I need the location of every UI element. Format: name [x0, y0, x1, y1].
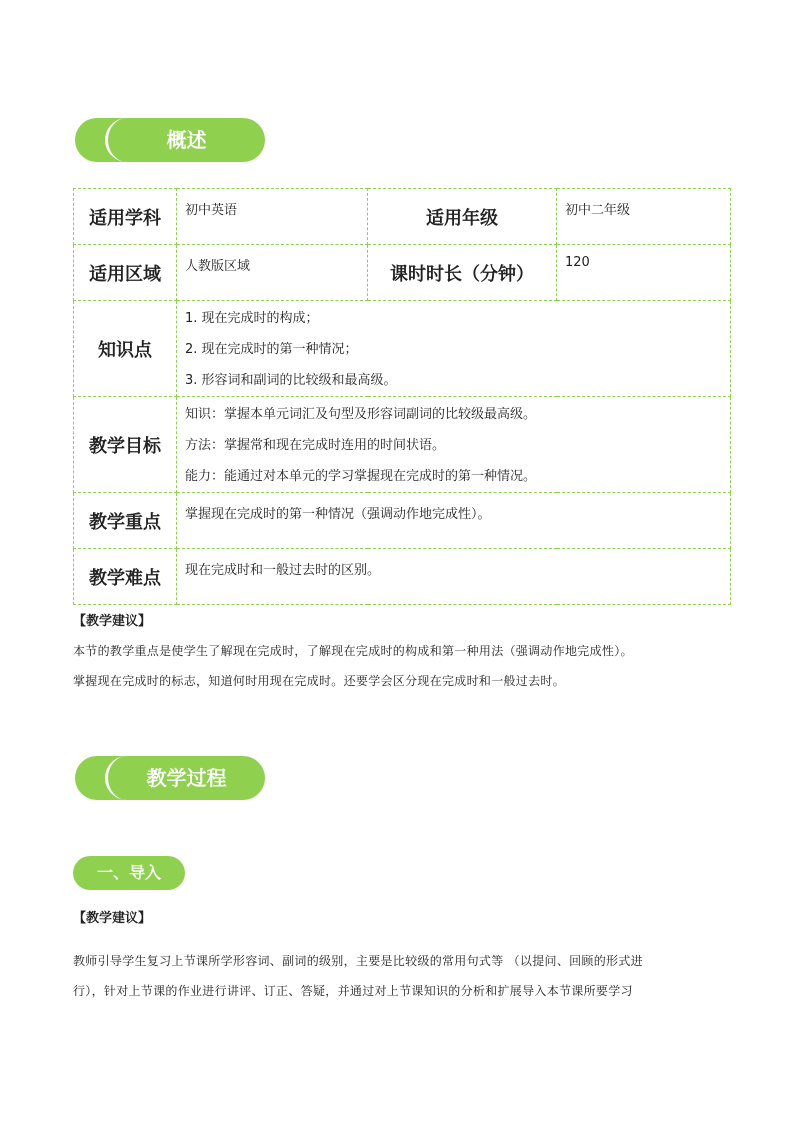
goal-item: 能力：能通过对本单元的学习掌握现在完成时的第一种情况。 — [185, 469, 537, 484]
difficulty-value: 现在完成时和一般过去时的区别。 — [177, 549, 731, 605]
teaching-suggestion-text — [73, 946, 728, 1006]
teaching-suggestion-title: 【教学建议】 — [73, 911, 152, 926]
paragraph-line: 掌握现在完成时的标志，知道何时用现在完成时。还要学会区分现在完成时和一般过去时。 — [73, 674, 566, 688]
paragraph-line: 教师引导学生复习上节课所学形容词、副词的级别，主要是比较级的常用句式等 （以提问、回顾的形式进 — [73, 954, 643, 968]
subject-value: 初中英语 — [177, 189, 368, 245]
section-header-overview — [75, 118, 267, 162]
goals-label: 教学目标 — [74, 397, 177, 493]
grade-value: 初中二年级 — [557, 189, 731, 245]
goal-item: 知识：掌握本单元词汇及句型及形容词副词的比较级最高级。 — [185, 407, 537, 422]
section-header-title: 教学过程 — [105, 756, 265, 800]
focus-value: 掌握现在完成时的第一种情况（强调动作地完成性）。 — [177, 493, 731, 549]
paragraph-line: 行），针对上节课的作业进行讲评、订正、答疑，并通过对上节课知识的分析和扩展导入本节课所要学习 — [73, 984, 633, 998]
knowledge-item: 1. 现在完成时的构成； — [185, 311, 319, 326]
teaching-suggestion-title: 【教学建议】 — [73, 614, 152, 629]
knowledge-label: 知识点 — [74, 301, 177, 397]
subject-label: 适用学科 — [74, 189, 177, 245]
paragraph-line: 本节的教学重点是使学生了解现在完成时，了解现在完成时的构成和第一种用法（强调动作地完成性）。 — [73, 644, 633, 658]
import-heading: 一、导入 — [73, 856, 185, 890]
grade-label: 适用年级 — [368, 189, 557, 245]
knowledge-item: 2. 现在完成时的第一种情况； — [185, 342, 358, 357]
region-label: 适用区域 — [74, 245, 177, 301]
section-header-title: 概述 — [105, 118, 265, 162]
knowledge-list — [177, 301, 731, 397]
difficulty-label: 教学难点 — [74, 549, 177, 605]
region-value: 人教版区域 — [177, 245, 368, 301]
section-header-process — [75, 756, 267, 800]
goals-list — [177, 397, 731, 493]
focus-label: 教学重点 — [74, 493, 177, 549]
teaching-suggestion-text — [73, 636, 728, 696]
course-info-table — [73, 188, 731, 605]
duration-value: 120 — [557, 245, 731, 301]
goal-item: 方法：掌握常和现在完成时连用的时间状语。 — [185, 438, 446, 453]
knowledge-item: 3. 形容词和副词的比较级和最高级。 — [185, 373, 397, 388]
duration-label: 课时时长（分钟） — [368, 245, 557, 301]
